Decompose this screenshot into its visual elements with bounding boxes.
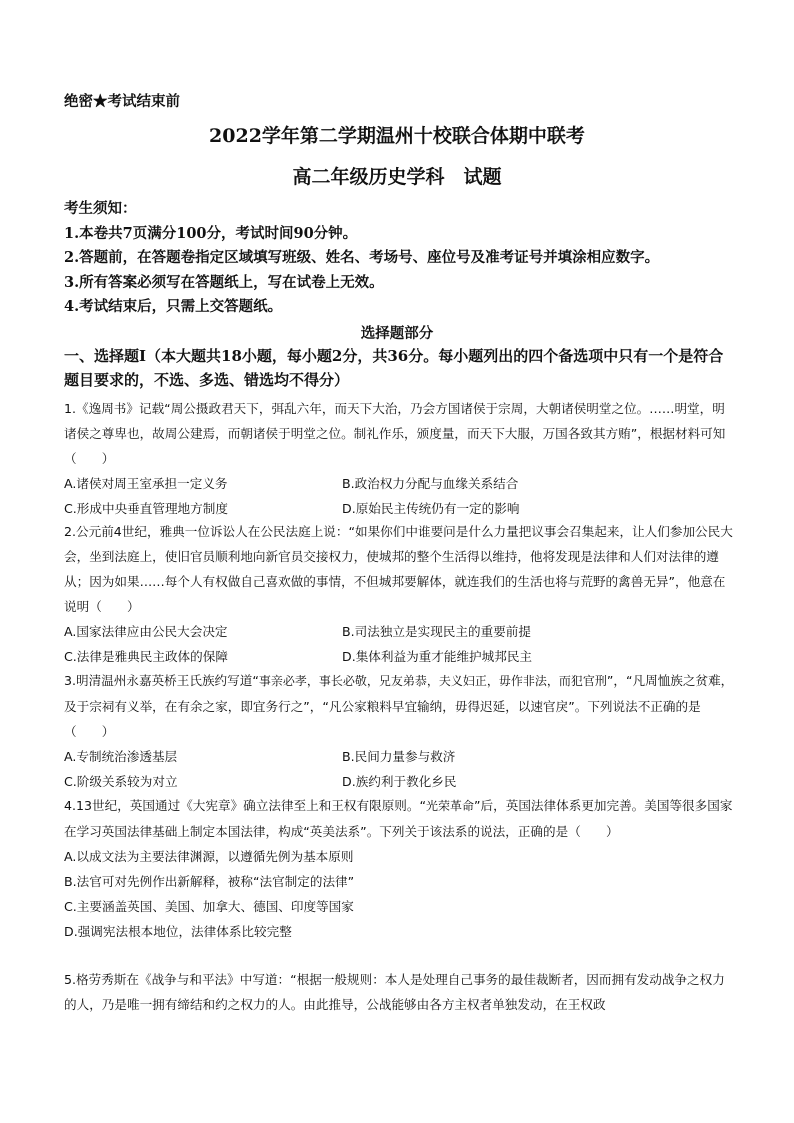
part-title: 选择题部分: [360, 325, 434, 342]
option-c: C.阶级关系较为对立: [64, 774, 178, 789]
option-d: D.族约利于教化乡民: [342, 774, 457, 789]
option-b: B.政治权力分配与血缘关系结合: [342, 476, 519, 491]
question-1: [64, 396, 736, 521]
exam-title: 2022学年第二学期温州十校联合体期中联考: [209, 125, 585, 147]
option-row: [64, 644, 736, 669]
question-stem: 1.《逸周书》记载“周公摄政君天下，弭乱六年，而天下大治，乃会方国诸侯于宗周，大朝诸侯明堂之位。……明堂，明诸侯之尊卑也，故周公建焉，而朝诸侯于明堂之位。制礼作乐，颁度量，而天下大服，万国各致其方贿”，根据材料可知（ ）: [64, 401, 726, 466]
notice-block: [64, 197, 744, 320]
option-d: D.原始民主传统仍有一定的影响: [342, 501, 520, 516]
stem-quote: 光荣革命: [426, 799, 475, 813]
option-row: [64, 744, 736, 769]
stem-text: 3.明清温州永嘉英桥王氏族约写道“: [64, 673, 259, 688]
question-stem: [64, 793, 736, 844]
question-2: [64, 519, 736, 669]
option-c: C.主要涵盖英国、美国、加拿大、德国、印度等国家: [64, 899, 354, 914]
option-b: B.法官可对先例作出新解释，被称“法官制定的法律”: [64, 874, 355, 889]
option-a: A.国家法律应由公民大会决定: [64, 624, 228, 639]
stem-text: ”，“凡周恤族之贫难，及于宗祠有义举，在有余之家，即宜务行之”，“凡公家粮料早宜输纳，毋得迟延，以速官戾: [64, 673, 734, 714]
option-c: C.形成中央垂直管理地方制度: [64, 501, 228, 516]
option-a: A.专制统治渗透基层: [64, 749, 178, 764]
exam-subtitle: 高二年级历史学科 试题: [292, 166, 502, 188]
option-b: B.民间力量参与救济: [342, 749, 456, 764]
question-5: [64, 967, 736, 1017]
option-row: [64, 769, 736, 794]
question-4: [64, 793, 736, 944]
question-stem: [64, 668, 736, 744]
notice-item: 2.答题前，在答题卷指定区域填写班级、姓名、考场号、座位号及准考证号并填涂相应数字。: [64, 249, 660, 266]
option-c: C.法律是雅典民主政体的保障: [64, 649, 228, 664]
option-row: [64, 619, 736, 644]
notice-item: 1.本卷共7页满分100分，考试时间90分钟。: [64, 224, 358, 242]
option-a: A.诸侯对周王室承担一定义务: [64, 476, 228, 491]
question-stem: 5.格劳秀斯在《战争与和平法》中写道：“根据一般规则：本人是处理自己事务的最佳裁断者，因而拥有发动战争之权力的人，乃是唯一拥有缔结和约之权力的人。由此推导，公战能够由各方主权者单独发动，在王权政: [64, 972, 725, 1012]
stem-quote: 事亲必孝，事长必敬，兄友弟恭，夫义妇正，毋作非法，而犯官刑: [258, 674, 607, 688]
confidential-mark: 绝密★考试结束前: [64, 93, 180, 110]
stem-text: 4.13世纪，英国通过《大宪章》确立法律至上和王权有限原则。“: [64, 798, 427, 813]
notice-item: 3.所有答案必须写在答题纸上，写在试卷上无效。: [64, 273, 384, 291]
notice-heading: 考生须知：: [64, 200, 137, 217]
option-b: B.司法独立是实现民主的重要前提: [342, 624, 531, 639]
section-title: 一、选择题Ⅰ（本大题共18小题，每小题2分，共36分。每小题列出的四个备选项中只有一个是符合题目要求的，不选、多选、错选均不得分）: [64, 347, 724, 389]
stem-text: ”后，英国法律体系更加完善。美国等很多国家在学习英国法律基础上制定本国法律，构成“英美法系”。下列关于该法系的说法，正确的是（ ）: [64, 798, 733, 839]
option-d: D.强调宪法根本地位，法律体系比较完整: [64, 924, 292, 939]
stem-text: ”。下列说法不正确的是（ ）: [64, 699, 701, 739]
option-row: [64, 471, 736, 496]
question-3: [64, 668, 736, 794]
notice-item: 4.考试结束后，只需上交答题纸。: [64, 298, 283, 315]
option-row: [64, 496, 736, 521]
option-d: D.集体利益为重才能维护城邦民主: [342, 649, 533, 664]
option-a: A.以成文法为主要法律渊源，以遵循先例为基本原则: [64, 849, 354, 864]
question-stem: 2.公元前4世纪，雅典一位诉讼人在公民法庭上说：“如果你们中谁要问是什么力量把议事会召集起来，让人们参加公民大会，坐到法庭上，使旧官员顺利地向新官员交接权力，使城邦的整个生活得以维持，他将发现是法律和人们对法律的遵从；因为如果……每个人有权做自己喜欢做的事情，不但城邦要解体，就连我们的生活也将与荒野的禽兽无异”，他意在说明（ ）: [64, 524, 733, 614]
